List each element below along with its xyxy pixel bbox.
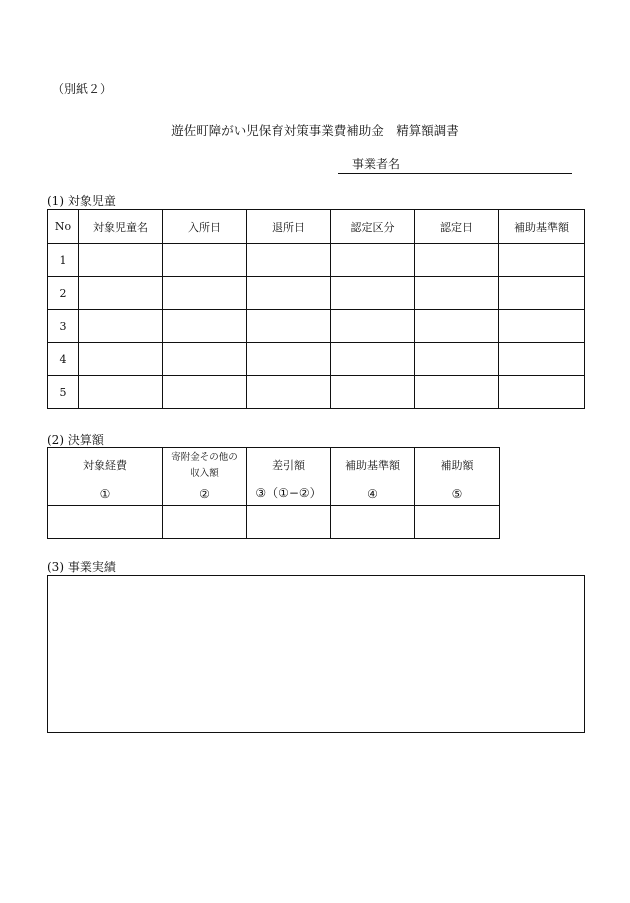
entry-date-cell[interactable] <box>163 376 247 409</box>
base-amount-cell[interactable] <box>499 244 585 277</box>
business-name-label: 事業者名 <box>352 157 401 171</box>
business-name-field <box>338 155 572 174</box>
cert-category-cell[interactable] <box>331 277 415 310</box>
section2-heading: (2) 決算額 <box>47 433 104 447</box>
other-income-cell[interactable] <box>163 506 247 539</box>
child-name-cell[interactable] <box>79 277 163 310</box>
row-number: 1 <box>48 244 79 277</box>
header-entry-date: 入所日 <box>163 210 247 244</box>
subsidy-amount-cell[interactable] <box>415 506 500 539</box>
base-amount-cell[interactable] <box>331 506 415 539</box>
exit-date-cell[interactable] <box>247 244 331 277</box>
header-label: 対象経費 <box>83 459 127 472</box>
header-label: 補助額 <box>440 459 474 472</box>
child-name-cell[interactable] <box>79 376 163 409</box>
base-amount-cell[interactable] <box>499 277 585 310</box>
base-amount-cell[interactable] <box>499 310 585 343</box>
table-row <box>48 277 585 310</box>
exit-date-cell[interactable] <box>247 310 331 343</box>
cert-date-cell[interactable] <box>415 343 499 376</box>
section3-heading: (3) 事業実績 <box>47 560 116 574</box>
entry-date-cell[interactable] <box>163 277 247 310</box>
table-row <box>48 376 585 409</box>
settlement-table <box>47 447 500 539</box>
cert-date-cell[interactable] <box>415 277 499 310</box>
base-amount-cell[interactable] <box>499 376 585 409</box>
exit-date-cell[interactable] <box>247 343 331 376</box>
cert-date-cell[interactable] <box>415 376 499 409</box>
entry-date-cell[interactable] <box>163 343 247 376</box>
cert-date-cell[interactable] <box>415 310 499 343</box>
header-label: 寄附金その他の 収入額 <box>171 452 238 479</box>
section1-heading: (1) 対象児童 <box>47 194 116 208</box>
base-amount-cell[interactable] <box>499 343 585 376</box>
business-results-box[interactable] <box>47 575 585 733</box>
table-row <box>48 310 585 343</box>
entry-date-cell[interactable] <box>163 244 247 277</box>
header-number: ③（①−②） <box>255 486 322 500</box>
header-number: ④ <box>367 487 378 501</box>
header-child-name: 対象児童名 <box>79 210 163 244</box>
row-number: 2 <box>48 277 79 310</box>
row-number: 4 <box>48 343 79 376</box>
target-expense-cell[interactable] <box>48 506 163 539</box>
header-other-income <box>163 448 247 506</box>
header-cert-category: 認定区分 <box>331 210 415 244</box>
reference-label: （別紙２） <box>52 82 113 96</box>
header-cert-date: 認定日 <box>415 210 499 244</box>
header-target-expense <box>48 448 163 506</box>
child-name-cell[interactable] <box>79 244 163 277</box>
cert-date-cell[interactable] <box>415 244 499 277</box>
header-base-amount: 補助基準額 <box>499 210 585 244</box>
entry-date-cell[interactable] <box>163 310 247 343</box>
table-row <box>48 343 585 376</box>
header-exit-date: 退所日 <box>247 210 331 244</box>
settlement-value-row <box>48 506 500 539</box>
row-number: 3 <box>48 310 79 343</box>
cert-category-cell[interactable] <box>331 310 415 343</box>
exit-date-cell[interactable] <box>247 376 331 409</box>
header-number: ⑤ <box>451 487 463 501</box>
header-label: 差引額 <box>272 459 305 472</box>
header-number: ① <box>99 487 111 501</box>
exit-date-cell[interactable] <box>247 277 331 310</box>
child-name-cell[interactable] <box>79 310 163 343</box>
header-label: 補助基準額 <box>345 459 400 472</box>
header-number: ② <box>199 487 210 501</box>
cert-category-cell[interactable] <box>331 343 415 376</box>
table-header-row <box>48 210 585 244</box>
target-children-table <box>47 209 585 409</box>
row-number: 5 <box>48 376 79 409</box>
table-row <box>48 244 585 277</box>
difference-cell[interactable] <box>247 506 331 539</box>
cert-category-cell[interactable] <box>331 244 415 277</box>
header-subsidy-amount <box>415 448 500 506</box>
child-name-cell[interactable] <box>79 343 163 376</box>
settlement-header-row <box>48 448 500 506</box>
document-title: 遊佐町障がい児保育対策事業費補助金 精算額調書 <box>171 123 459 138</box>
header-no: No <box>48 210 79 244</box>
cert-category-cell[interactable] <box>331 376 415 409</box>
header-base-amount <box>331 448 415 506</box>
header-difference <box>247 448 331 506</box>
